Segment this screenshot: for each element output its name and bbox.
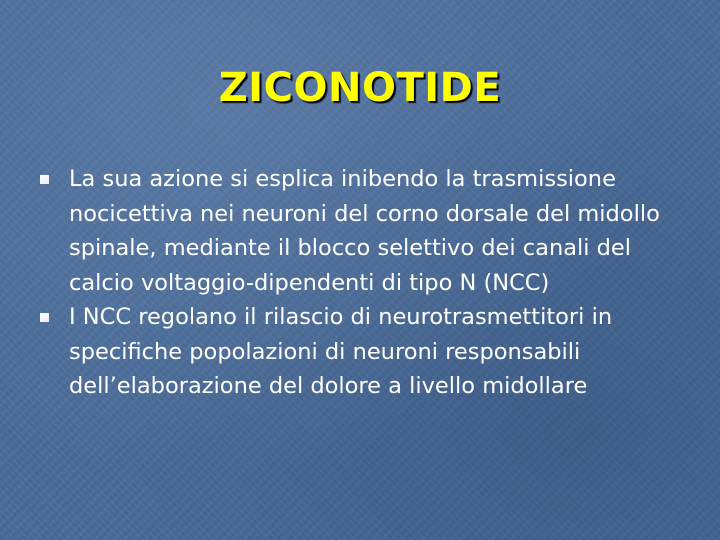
bullet-text: I NCC regolano il rilascio di neurotrasmettitori in specifiche popolazioni di neuroni responsabili dell’elaborazione del dolore a livello midollare bbox=[69, 304, 613, 399]
bullet-text: La sua azione si esplica inibendo la trasmissione nocicettiva nei neuroni del corno dorsale del midollo spinale, mediante il blocco selettivo dei canali del calcio voltaggio-dipendenti di tipo N (NCC) bbox=[69, 166, 660, 296]
bullet-item bbox=[40, 162, 680, 300]
bullet-item bbox=[40, 300, 680, 404]
square-bullet-icon bbox=[40, 175, 49, 184]
square-bullet-icon bbox=[40, 313, 49, 322]
bullet-list bbox=[40, 162, 680, 404]
slide-title: ZICONOTIDE bbox=[218, 65, 502, 111]
